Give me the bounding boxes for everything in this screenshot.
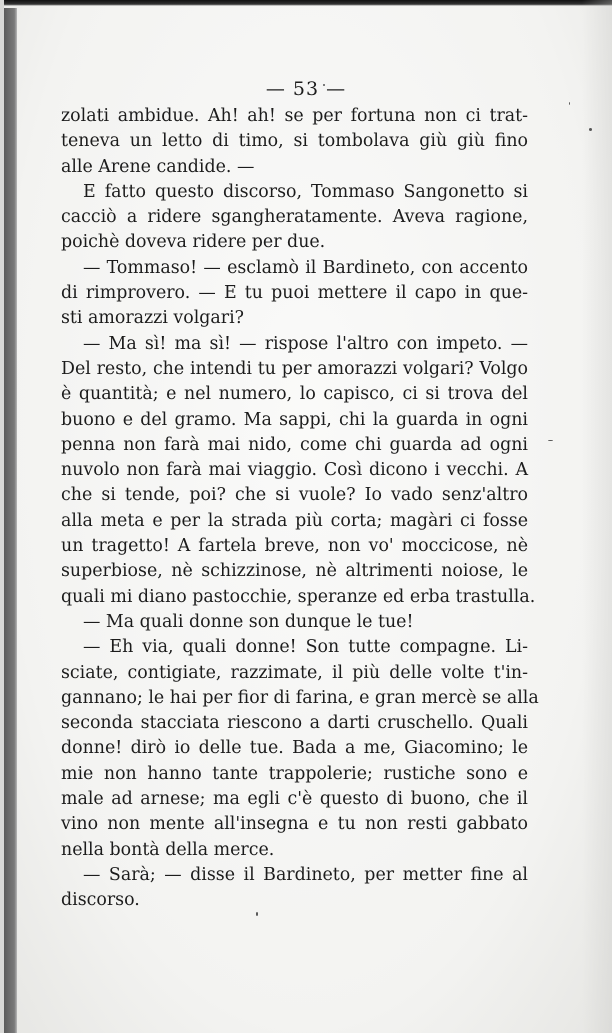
text-line: alla meta e per la strada più corta; magàri ci fosse [61, 510, 528, 531]
page-number: — 53 — [265, 78, 347, 100]
text-line: discorso. [61, 890, 140, 911]
text-line: sciate, contigiate, razzimate, il più delle volte t'in- [61, 662, 528, 683]
text-line: che si tende, poi? che si vuole? Io vado senz'altro [61, 485, 528, 506]
text-line: E fatto questo discorso, Tommaso Sangonetto si [83, 181, 528, 202]
book-binding-shadow [4, 8, 17, 1033]
text-line: penna non farà mai nido, come chi guarda ad ogni [61, 434, 528, 455]
text-line: seconda stacciata riescono a darti cruschello. Quali [61, 713, 528, 734]
text-line: cacciò a ridere sgangheratamente. Aveva ragione, [61, 207, 528, 228]
text-line: teneva un letto di timo, si tombolava giù giù fino [61, 131, 528, 152]
text-line: — Ma sì! ma sì! — rispose l'altro con impeto. — [83, 333, 528, 354]
text-line: è quantità; e nel numero, lo capisco, ci si trova del [61, 384, 528, 405]
text-line: superbiose, nè schizzinose, nè altrimenti noiose, le [61, 561, 528, 582]
paper-speck [589, 128, 592, 131]
text-line: nuvolo non farà mai viaggio. Così dicono i vecchi. A [61, 460, 528, 481]
text-line: — Sarà; — disse il Bardineto, per metter fine al [83, 864, 528, 885]
text-line: alle Arene candide. — [61, 156, 255, 177]
text-line: un tragetto! A fartela breve, non vo' moccicose, nè [61, 536, 528, 557]
body-text [61, 104, 539, 914]
text-line: buono e del gramo. Ma sappi, chi la guarda in ogni [61, 409, 528, 430]
text-line: donne! dirò io delle tue. Bada a me, Giacomino; le [61, 738, 528, 759]
text-line: poichè doveva ridere per due. [61, 232, 326, 253]
text-line: di rimprovero. — E tu puoi mettere il capo in que- [61, 283, 528, 304]
text-line: sti amorazzi volgari? [61, 308, 244, 329]
text-line: zolati ambidue. Ah! ah! se per fortuna non ci trat- [61, 106, 528, 126]
paper-speck [548, 440, 553, 441]
paper-speck [569, 102, 570, 105]
text-line: mie non hanno tante trappolerie; rustiche sono e [61, 763, 528, 784]
text-line: — Eh via, quali donne! Son tutte compagne. Li- [83, 637, 528, 658]
scan-top-edge [0, 0, 612, 6]
text-line: — Tommaso! — esclamò il Bardineto, con accento [83, 257, 528, 278]
text-line: gannano; le hai per fior di farina, e gran mercè se alla [61, 687, 539, 708]
text-line: quali mi diano pastocchie, speranze ed erba trastulla. [61, 586, 536, 607]
text-line: male ad arnese; ma egli c'è questo di buono, che il [61, 789, 528, 810]
text-line: nella bontà della merce. [61, 839, 275, 860]
page-edge-shade [582, 0, 612, 1033]
text-line: Del resto, che intendi tu per amorazzi volgari? Volgo [61, 358, 528, 379]
text-line: — Ma quali donne son dunque le tue! [83, 611, 414, 632]
text-line: vino non mente all'insegna e tu non resti gabbato [61, 814, 528, 835]
